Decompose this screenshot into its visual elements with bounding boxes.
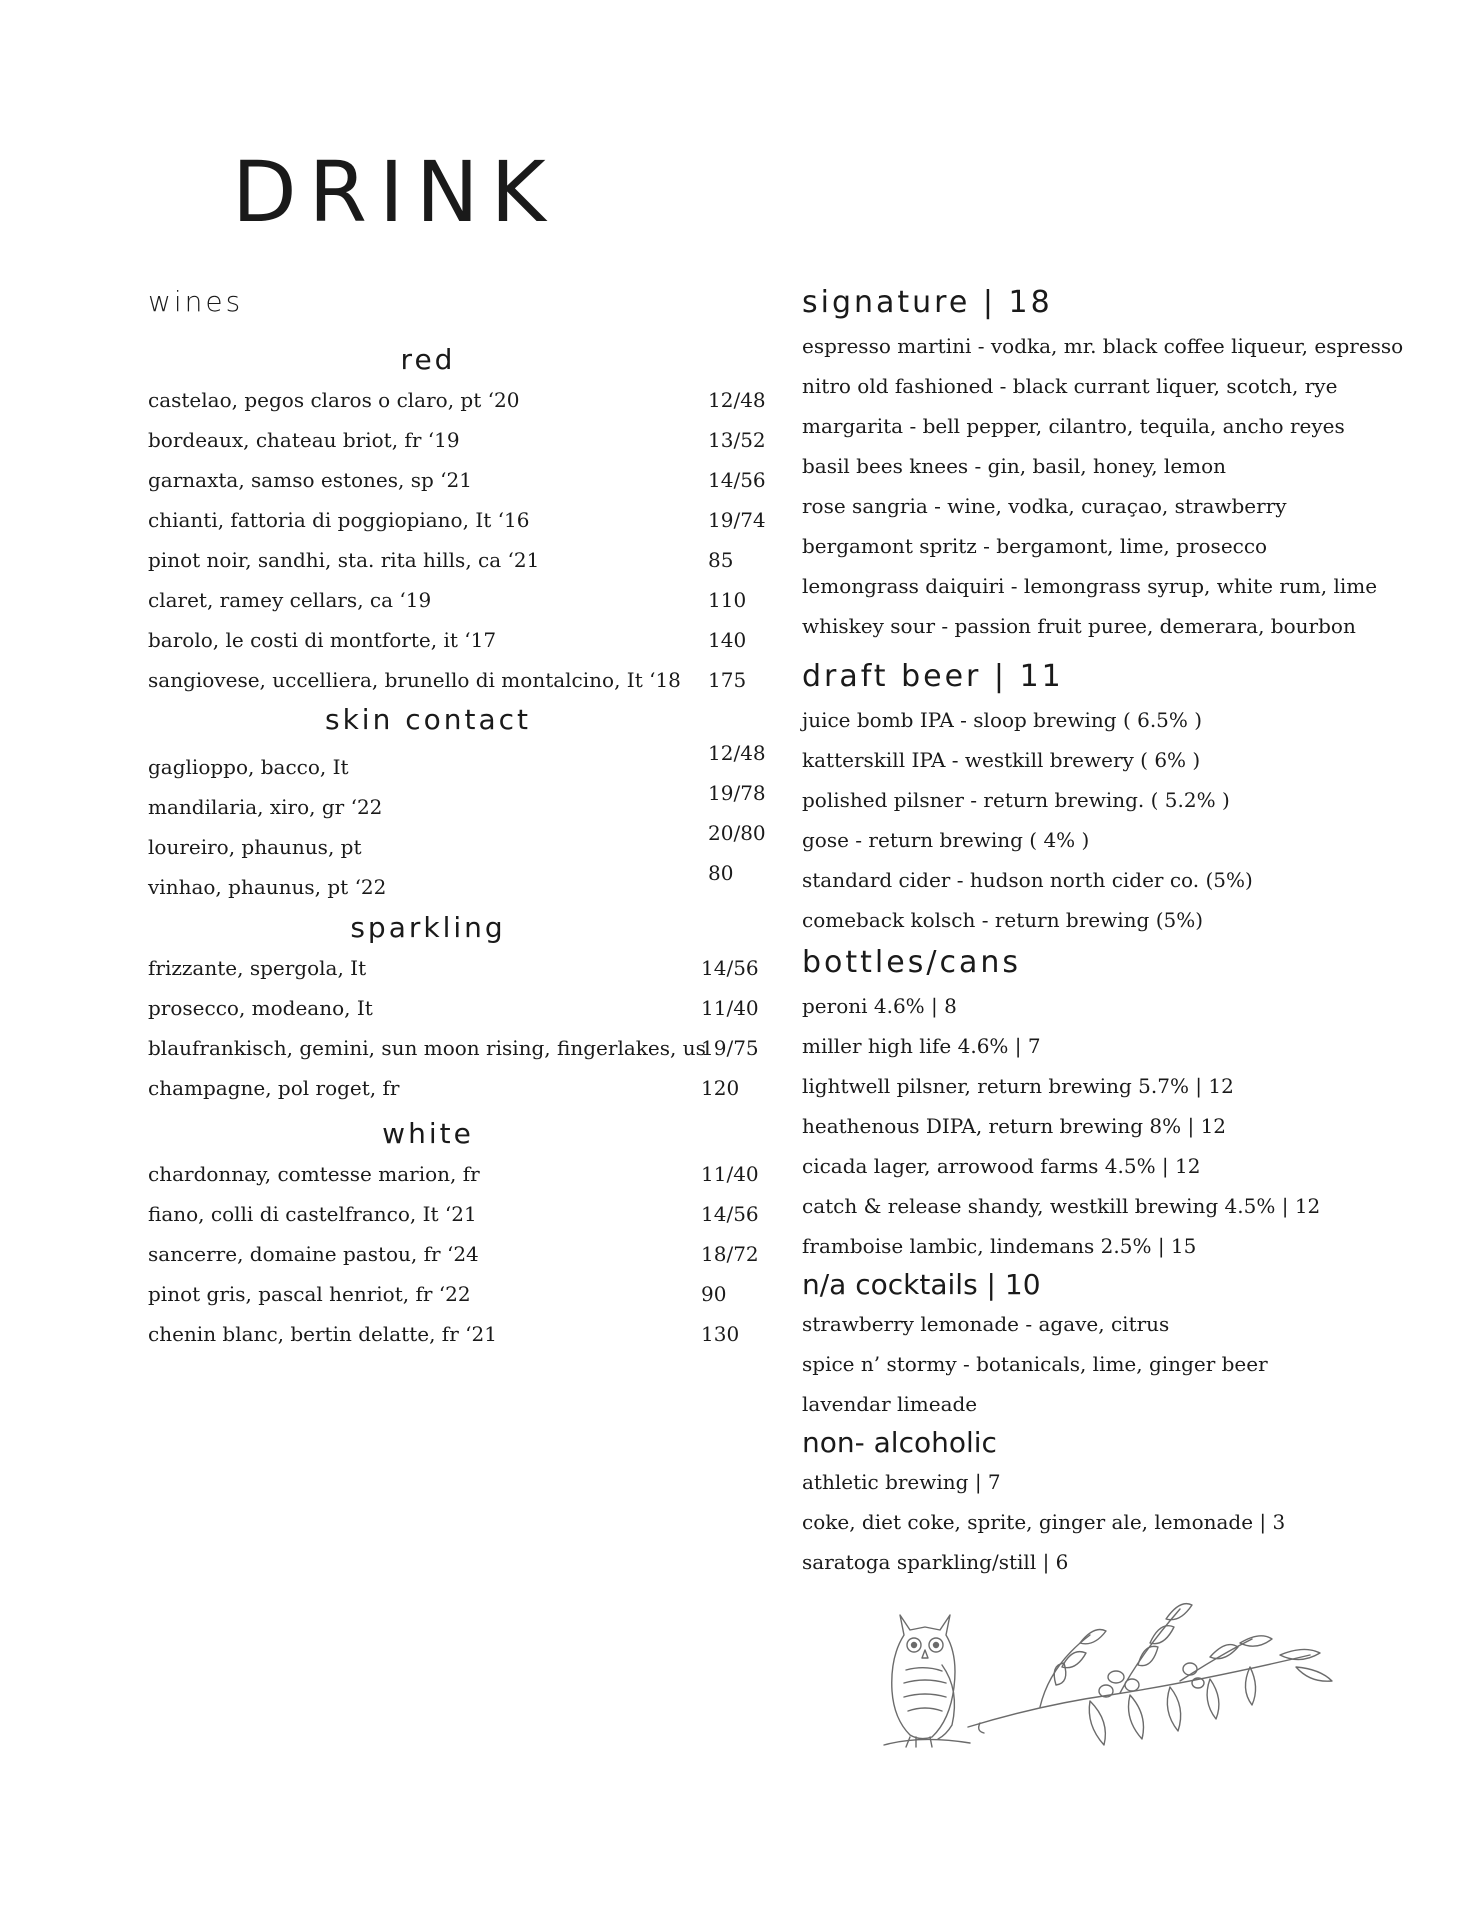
page-title: DRINK xyxy=(232,143,558,241)
list-item xyxy=(148,988,788,1028)
non-alcoholic-list xyxy=(802,1462,1442,1582)
list-item: cicada lager, arrowood farms 4.5% | 12 xyxy=(802,1154,1201,1178)
list-item: lightwell pilsner, return brewing 5.7% | 12 xyxy=(802,1074,1234,1098)
skin-contact-list xyxy=(148,740,788,900)
white-list xyxy=(148,1154,788,1354)
list-item xyxy=(148,820,788,860)
red-list xyxy=(148,380,788,700)
list-item xyxy=(148,1194,788,1234)
na-cocktails-list xyxy=(802,1304,1442,1424)
wine-name: frizzante, spergola, It xyxy=(148,956,367,980)
sparkling-list xyxy=(148,948,788,1108)
wine-name: sancerre, domaine pastou, fr ‘24 xyxy=(148,1242,479,1266)
wine-name: bordeaux, chateau briot, fr ‘19 xyxy=(148,428,460,452)
list-item: coke, diet coke, sprite, ginger ale, lemonade | 3 xyxy=(802,1510,1286,1534)
list-item: espresso martini - vodka, mr. black coffee liqueur, espresso xyxy=(802,334,1404,358)
list-item: saratoga sparkling/still | 6 xyxy=(802,1550,1069,1574)
list-item: athletic brewing | 7 xyxy=(802,1470,1001,1494)
white-heading: white xyxy=(382,1117,474,1150)
wine-name: claret, ramey cellars, ca ‘19 xyxy=(148,588,432,612)
wine-name: mandilaria, xiro, gr ‘22 xyxy=(148,795,383,819)
list-item: basil bees knees - gin, basil, honey, lemon xyxy=(802,454,1227,478)
list-item xyxy=(148,1154,788,1194)
signature-heading: signature | 18 xyxy=(802,285,1053,320)
list-item xyxy=(148,380,788,420)
list-item xyxy=(148,1028,788,1068)
list-item xyxy=(148,660,788,700)
wine-price: 14/56 xyxy=(701,956,759,980)
list-item: bergamont spritz - bergamont, lime, prosecco xyxy=(802,534,1268,558)
draft-beer-heading: draft beer | 11 xyxy=(802,659,1064,694)
wine-name: chardonnay, comtesse marion, fr xyxy=(148,1162,480,1186)
list-item: comeback kolsch - return brewing (5%) xyxy=(802,908,1204,932)
wine-name: garnaxta, samso estones, sp ‘21 xyxy=(148,468,472,492)
bottles-cans-heading: bottles/cans xyxy=(802,945,1021,980)
list-item xyxy=(148,780,788,820)
wine-name: pinot gris, pascal henriot, fr ‘22 xyxy=(148,1282,471,1306)
wines-column xyxy=(148,280,788,1354)
skin-contact-heading: skin contact xyxy=(324,703,531,736)
list-item xyxy=(148,420,788,460)
list-item: polished pilsner - return brewing. ( 5.2% ) xyxy=(802,788,1230,812)
wine-price: 20/80 xyxy=(708,821,766,845)
wine-price: 120 xyxy=(701,1076,740,1100)
non-alcoholic-heading: non- alcoholic xyxy=(802,1426,997,1459)
list-item: juice bomb IPA - sloop brewing ( 6.5% ) xyxy=(802,708,1203,732)
list-item: nitro old fashioned - black currant liquer, scotch, rye xyxy=(802,374,1338,398)
owl-icon xyxy=(884,1615,970,1747)
wine-price: 11/40 xyxy=(701,996,759,1020)
wine-price: 11/40 xyxy=(701,1162,759,1186)
list-item: catch & release shandy, westkill brewing 4.5% | 12 xyxy=(802,1194,1321,1218)
wines-heading: wines xyxy=(148,285,244,318)
list-item: gose - return brewing ( 4% ) xyxy=(802,828,1090,852)
wine-price: 19/74 xyxy=(708,508,766,532)
wine-name: barolo, le costi di montforte, it ‘17 xyxy=(148,628,497,652)
draft-beer-list xyxy=(802,700,1442,940)
list-item: miller high life 4.6% | 7 xyxy=(802,1034,1041,1058)
wine-price: 19/75 xyxy=(701,1036,759,1060)
wine-price: 18/72 xyxy=(701,1242,759,1266)
wine-price: 80 xyxy=(708,861,734,885)
list-item xyxy=(148,1314,788,1354)
wine-price: 90 xyxy=(701,1282,727,1306)
wine-price: 140 xyxy=(708,628,747,652)
list-item: katterskill IPA - westkill brewery ( 6% ) xyxy=(802,748,1201,772)
list-item: whiskey sour - passion fruit puree, demerara, bourbon xyxy=(802,614,1356,638)
list-item xyxy=(148,460,788,500)
wine-name: fiano, colli di castelfranco, It ‘21 xyxy=(148,1202,477,1226)
wine-name: sangiovese, uccelliera, brunello di montalcino, It ‘18 xyxy=(148,668,681,692)
list-item xyxy=(148,540,788,580)
wine-name: blaufrankisch, gemini, sun moon rising, fingerlakes, us xyxy=(148,1036,706,1060)
wine-price: 19/78 xyxy=(708,781,766,805)
list-item: margarita - bell pepper, cilantro, tequila, ancho reyes xyxy=(802,414,1345,438)
wine-price: 130 xyxy=(701,1322,740,1346)
list-item: heathenous DIPA, return brewing 8% | 12 xyxy=(802,1114,1227,1138)
list-item: framboise lambic, lindemans 2.5% | 15 xyxy=(802,1234,1197,1258)
wine-name: prosecco, modeano, It xyxy=(148,996,373,1020)
list-item xyxy=(148,620,788,660)
wine-price: 12/48 xyxy=(708,741,766,765)
olive-branch-icon xyxy=(968,1604,1332,1745)
list-item xyxy=(148,860,788,900)
list-item xyxy=(148,740,788,780)
drinks-column xyxy=(802,280,1442,1582)
bottles-cans-list xyxy=(802,986,1442,1266)
wine-name: loureiro, phaunus, pt xyxy=(148,835,362,859)
wine-name: castelao, pegos claros o claro, pt ‘20 xyxy=(148,388,520,412)
wine-price: 14/56 xyxy=(701,1202,759,1226)
wine-price: 13/52 xyxy=(708,428,766,452)
wine-price: 85 xyxy=(708,548,734,572)
sparkling-heading: sparkling xyxy=(350,911,506,944)
list-item: lemongrass daiquiri - lemongrass syrup, white rum, lime xyxy=(802,574,1378,598)
list-item xyxy=(148,580,788,620)
wine-price: 14/56 xyxy=(708,468,766,492)
wine-name: chenin blanc, bertin delatte, fr ‘21 xyxy=(148,1322,497,1346)
list-item xyxy=(148,500,788,540)
list-item: spice n’ stormy - botanicals, lime, ginger beer xyxy=(802,1352,1268,1376)
list-item: lavendar limeade xyxy=(802,1392,978,1416)
list-item: rose sangria - wine, vodka, curaçao, strawberry xyxy=(802,494,1287,518)
owl-branch-illustration xyxy=(880,1595,1350,1775)
list-item xyxy=(148,1068,788,1108)
list-item: standard cider - hudson north cider co. (5%) xyxy=(802,868,1253,892)
wine-price: 110 xyxy=(708,588,747,612)
list-item xyxy=(148,1274,788,1314)
wine-name: vinhao, phaunus, pt ‘22 xyxy=(148,875,387,899)
wine-name: gaglioppo, bacco, It xyxy=(148,755,349,779)
list-item: peroni 4.6% | 8 xyxy=(802,994,957,1018)
red-heading: red xyxy=(400,343,456,376)
list-item: strawberry lemonade - agave, citrus xyxy=(802,1312,1170,1336)
wine-price: 12/48 xyxy=(708,388,766,412)
wine-name: chianti, fattoria di poggiopiano, It ‘16 xyxy=(148,508,530,532)
wine-price: 175 xyxy=(708,668,747,692)
list-item xyxy=(148,948,788,988)
signature-list xyxy=(802,326,1442,646)
wine-name: pinot noir, sandhi, sta. rita hills, ca ‘21 xyxy=(148,548,540,572)
wine-name: champagne, pol roget, fr xyxy=(148,1076,400,1100)
list-item xyxy=(148,1234,788,1274)
na-cocktails-heading: n/a cocktails | 10 xyxy=(802,1268,1041,1301)
